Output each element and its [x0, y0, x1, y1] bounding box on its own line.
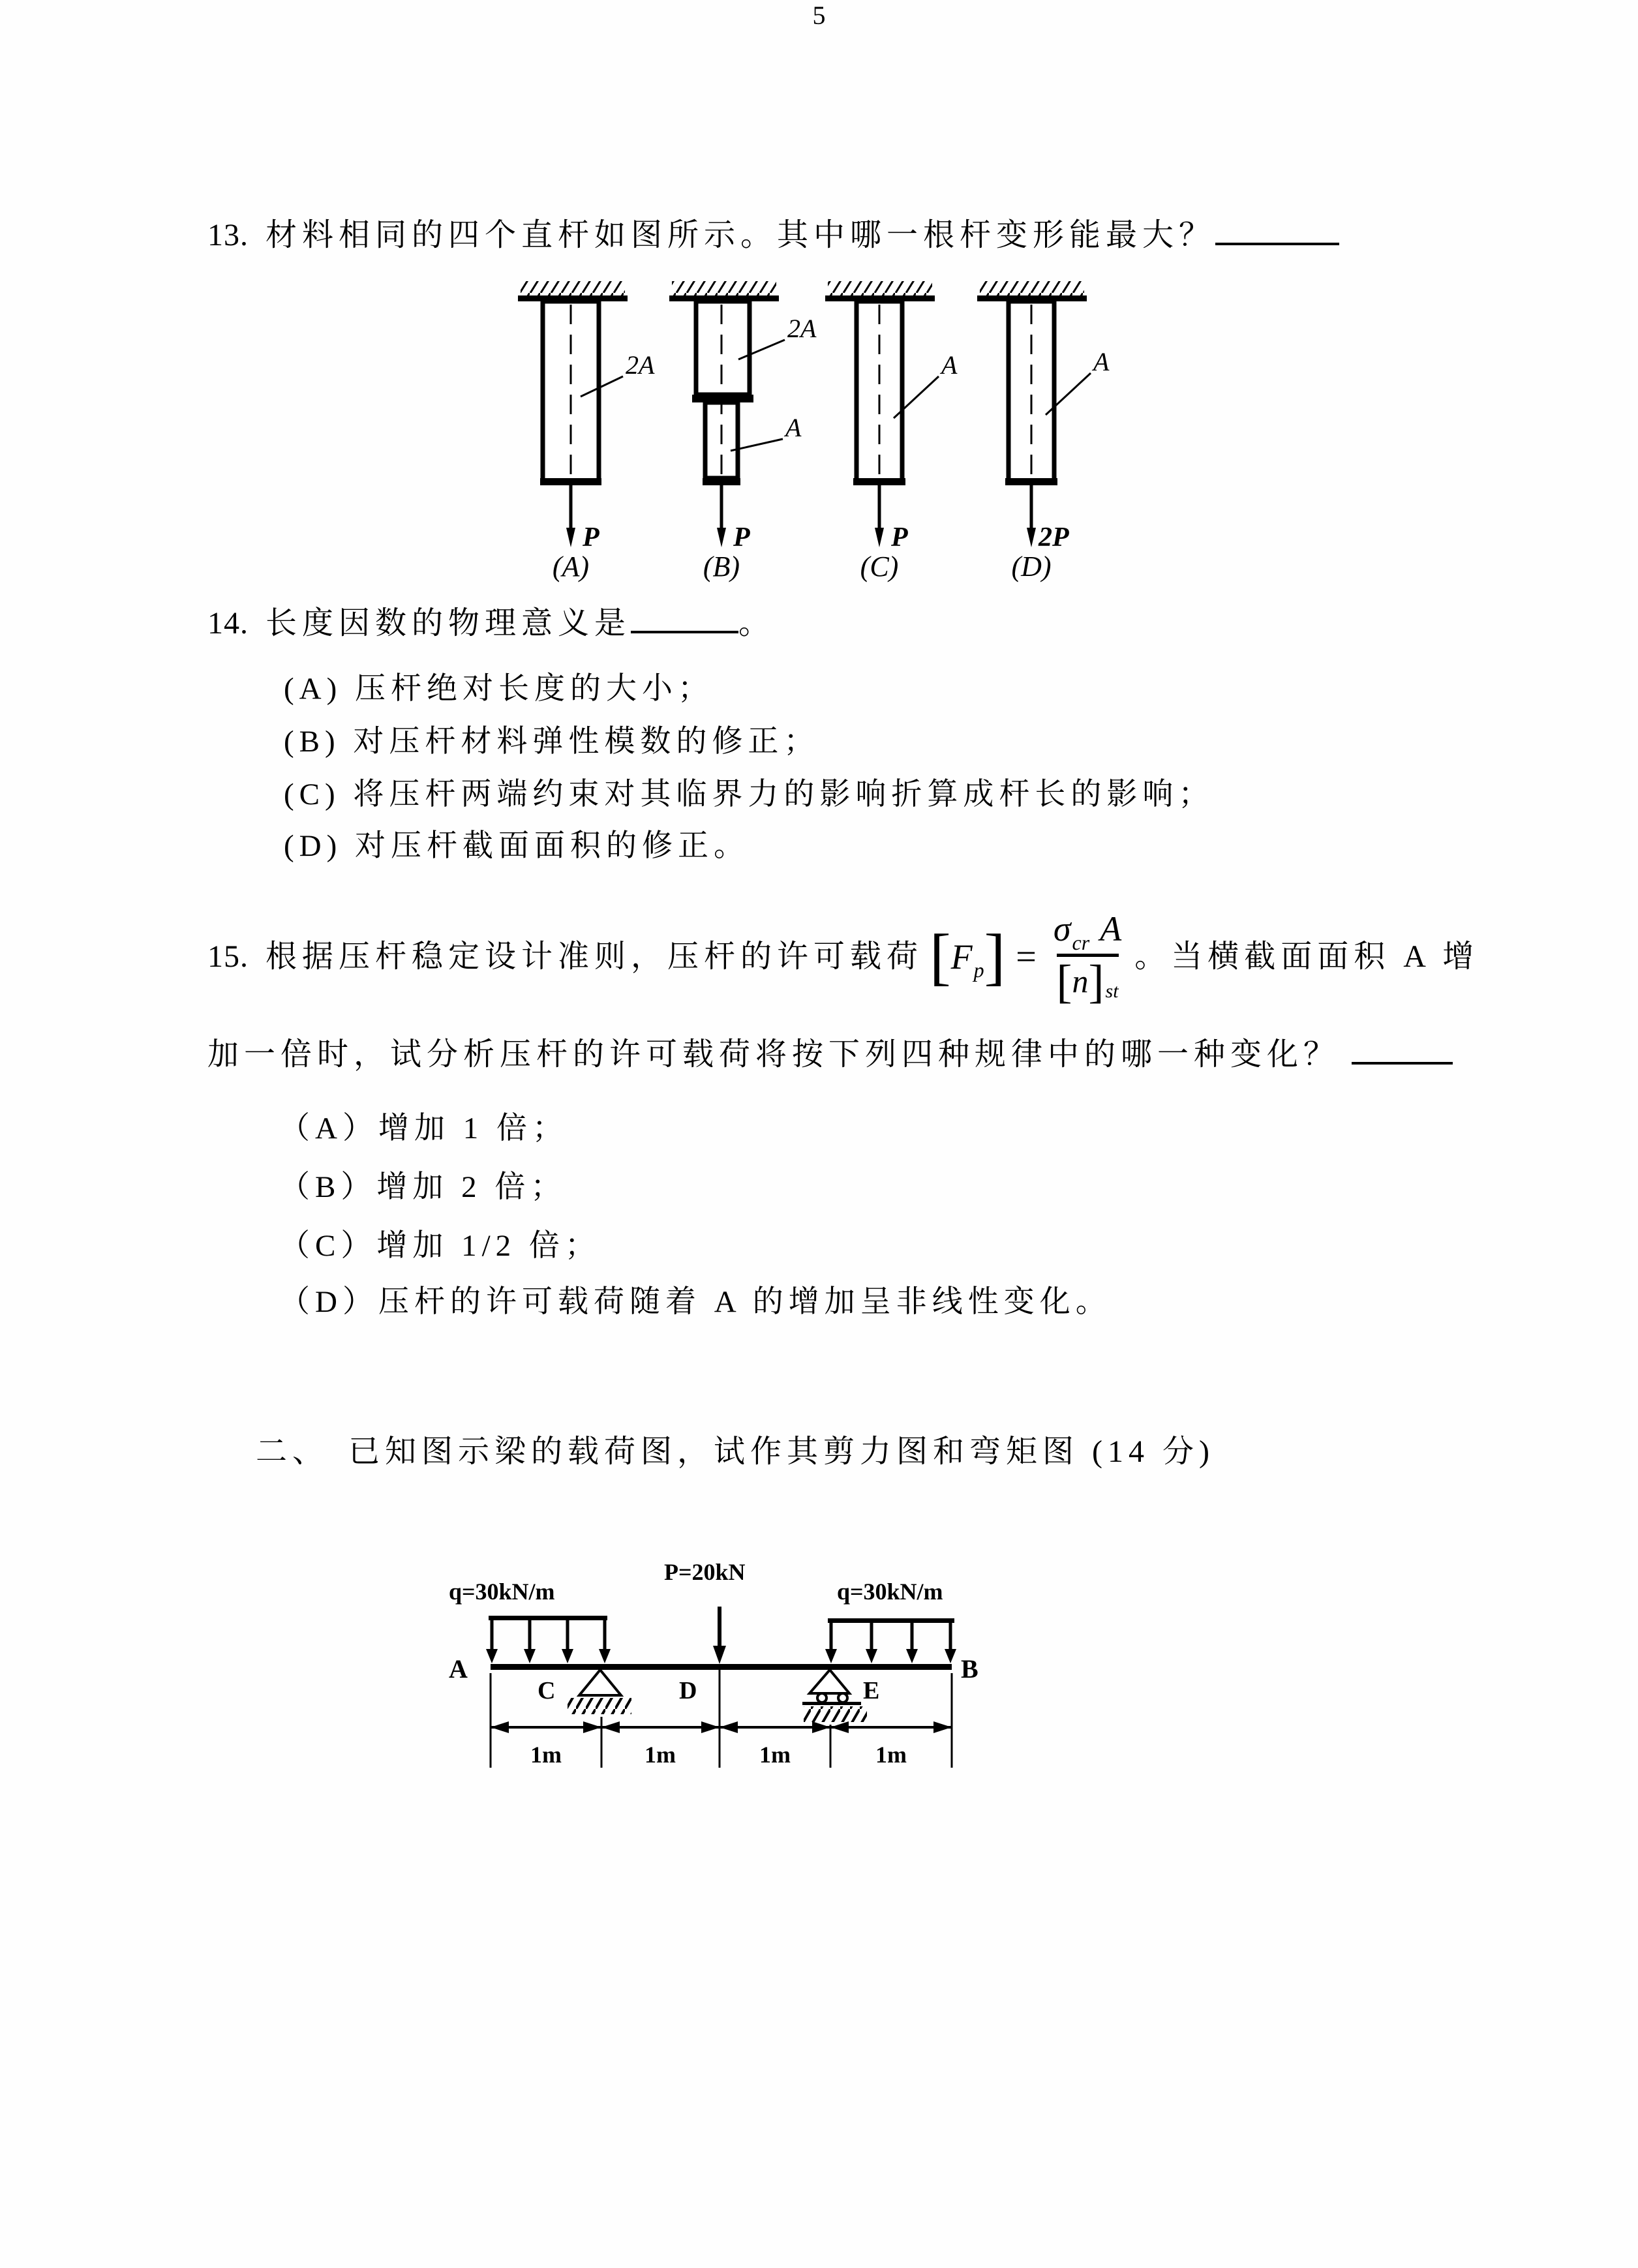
- load-top-line: [828, 1618, 954, 1623]
- question-13-answer-blank: [1215, 215, 1339, 245]
- load-arrowhead: [566, 528, 575, 547]
- formula-f-subscript: p: [973, 958, 984, 982]
- load-arrowhead: [562, 1649, 573, 1663]
- bar-c-group: [825, 281, 958, 582]
- dim-arrowhead: [720, 1721, 738, 1733]
- pin-triangle: [579, 1670, 621, 1695]
- question-13: [207, 215, 1339, 253]
- bar-bottom-cap: [540, 478, 601, 485]
- dim-arrowhead: [812, 1721, 830, 1733]
- question-14-suffix: 。: [738, 606, 776, 641]
- question-15-line2-text: 加一倍时，试分析压杆的许可载荷将按下列四种规律中的哪一种变化？: [207, 1037, 1341, 1072]
- dim-label-1: 1m: [530, 1742, 562, 1768]
- bar-outline: [1009, 301, 1054, 481]
- bar-d-group: [977, 281, 1110, 582]
- page-number: 5: [812, 1, 826, 30]
- question-15-option-c: （C）增加 1/2 倍；: [279, 1229, 601, 1263]
- q-right-label: q=30kN/m: [837, 1579, 943, 1605]
- bar-a-group: [518, 281, 655, 582]
- distributed-load-right: [825, 1579, 956, 1663]
- node-label-e: E: [863, 1677, 880, 1704]
- roller-ground-line: [802, 1702, 861, 1705]
- dim-arrowhead: [491, 1721, 509, 1733]
- load-arrowhead: [825, 1649, 837, 1663]
- beam-line: [491, 1664, 952, 1670]
- formula-right-bracket: ]: [984, 922, 1006, 992]
- formula-den-left-bracket: [: [1056, 955, 1072, 1008]
- load-top-line: [489, 1616, 607, 1620]
- node-label-c: C: [538, 1677, 556, 1704]
- load-arrowhead: [866, 1649, 877, 1663]
- bar-bottom-cap: [853, 478, 905, 485]
- formula-sigma-symbol: σ: [1053, 909, 1071, 949]
- question-14-number: 14.: [207, 606, 249, 641]
- question-15-text-before: 根据压杆稳定设计准则，压杆的许可载荷: [265, 939, 924, 975]
- question-14-answer-blank: [631, 603, 738, 633]
- roller-support: [802, 1670, 867, 1722]
- formula-equals: =: [1016, 936, 1037, 977]
- formula-f-symbol: F: [950, 937, 973, 976]
- formula-area-symbol: A: [1100, 909, 1122, 949]
- question-15-option-d: （D）压杆的许可载荷随着 A 的增加呈非线性变化。: [279, 1285, 1112, 1319]
- question-15: [207, 901, 1479, 1012]
- dim-arrowhead: [933, 1721, 952, 1733]
- question-15-text-after: 。当横截面面积 A 增: [1134, 939, 1479, 975]
- formula-fraction: [1047, 909, 1128, 1008]
- area-label: 2A: [626, 350, 655, 380]
- area-label: A: [941, 350, 958, 380]
- ceiling-hatch: [828, 281, 932, 295]
- dim-arrowhead: [830, 1721, 849, 1733]
- area-label: A: [1093, 347, 1110, 376]
- beam-load-diagram: [410, 1539, 1000, 1791]
- load-arrowhead: [875, 528, 884, 547]
- dim-label-2: 1m: [645, 1742, 676, 1768]
- bar-upper-outline: [696, 301, 750, 395]
- roller-triangle: [810, 1670, 849, 1693]
- ceiling-hatch: [521, 281, 625, 295]
- bar-bottom-cap: [1005, 478, 1057, 485]
- caption: (A): [552, 551, 590, 582]
- ceiling-hatch: [980, 281, 1084, 295]
- question-14-option-d: (D) 对压杆截面面积的修正。: [284, 829, 750, 863]
- bar-outline: [857, 301, 902, 481]
- pin-ground-hatch: [568, 1698, 631, 1714]
- dim-label-3: 1m: [759, 1742, 791, 1768]
- point-load: [664, 1559, 746, 1664]
- formula-n-subscript: st: [1105, 980, 1119, 1003]
- load-arrowhead: [945, 1649, 956, 1663]
- roller-wheel: [838, 1693, 847, 1702]
- allowable-load-formula: [930, 909, 1128, 1008]
- distributed-load-left: [449, 1579, 611, 1663]
- load-arrowhead: [906, 1649, 918, 1663]
- load-label: P: [583, 522, 599, 552]
- question-15-line2: [207, 1035, 1453, 1072]
- bar-bottom-cap: [703, 478, 740, 485]
- section-2-label: 二、: [256, 1434, 329, 1469]
- load-arrowhead: [486, 1649, 498, 1663]
- caption: (C): [860, 551, 899, 582]
- point-load-arrowhead: [713, 1646, 726, 1664]
- section-2-text: 已知图示梁的载荷图，试作其剪力图和弯矩图 (14 分): [348, 1434, 1215, 1469]
- dim-arrowhead: [701, 1721, 720, 1733]
- node-label-b: B: [961, 1654, 978, 1684]
- load-label: 2P: [1039, 522, 1069, 552]
- question-14-option-c: (C) 将压杆两端约束对其临界力的影响折算成杆长的影响；: [284, 778, 1215, 811]
- formula-sigma-subscript: cr: [1072, 930, 1090, 954]
- dimension-line: [491, 1721, 952, 1733]
- area-label-upper: 2A: [787, 314, 817, 343]
- question-13-text: 材料相同的四个直杆如图所示。其中哪一根杆变形能最大？: [265, 218, 1216, 252]
- load-label: P: [733, 522, 750, 552]
- formula-den-right-bracket: ]: [1088, 955, 1104, 1008]
- question-15-number: 15.: [207, 939, 249, 975]
- roller-wheel: [817, 1693, 827, 1702]
- q-left-label: q=30kN/m: [449, 1579, 555, 1605]
- load-arrowhead: [717, 528, 726, 547]
- question-14-text: 长度因数的物理意义是: [265, 606, 631, 641]
- question-14-option-b: (B) 对压杆材料弹性模数的修正；: [284, 725, 820, 759]
- pin-support: [568, 1670, 631, 1714]
- dim-arrowhead: [601, 1721, 620, 1733]
- formula-left-bracket: [: [930, 922, 951, 992]
- load-arrowhead: [599, 1649, 611, 1663]
- load-arrowhead: [1027, 528, 1036, 547]
- question-15-option-b: （B）增加 2 倍；: [279, 1170, 567, 1204]
- dim-label-4: 1m: [875, 1742, 907, 1768]
- caption: (D): [1011, 551, 1052, 582]
- roller-ground-hatch: [804, 1706, 867, 1722]
- formula-numerator: [1047, 909, 1128, 953]
- question-13-number: 13.: [207, 218, 249, 252]
- node-label-d: D: [679, 1677, 697, 1704]
- load-arrowhead: [524, 1649, 536, 1663]
- p-label: P=20kN: [664, 1559, 746, 1585]
- question-15-answer-blank: [1352, 1035, 1453, 1065]
- section-2-heading: [256, 1434, 1215, 1470]
- question-14: [207, 603, 775, 641]
- node-label-a: A: [449, 1654, 468, 1684]
- formula-n-symbol: n: [1072, 962, 1089, 999]
- ceiling-hatch: [672, 281, 776, 295]
- area-label-lower: A: [785, 413, 802, 442]
- load-label: P: [891, 522, 908, 552]
- question-14-option-a: (A) 压杆绝对长度的大小；: [284, 672, 714, 706]
- dim-arrowhead: [583, 1721, 601, 1733]
- question-15-option-a: （A）增加 1 倍；: [279, 1111, 568, 1145]
- caption: (B): [703, 551, 740, 582]
- bar-b-group: [669, 281, 817, 582]
- four-bars-figure: [509, 277, 1207, 584]
- formula-denominator: [1056, 954, 1119, 1008]
